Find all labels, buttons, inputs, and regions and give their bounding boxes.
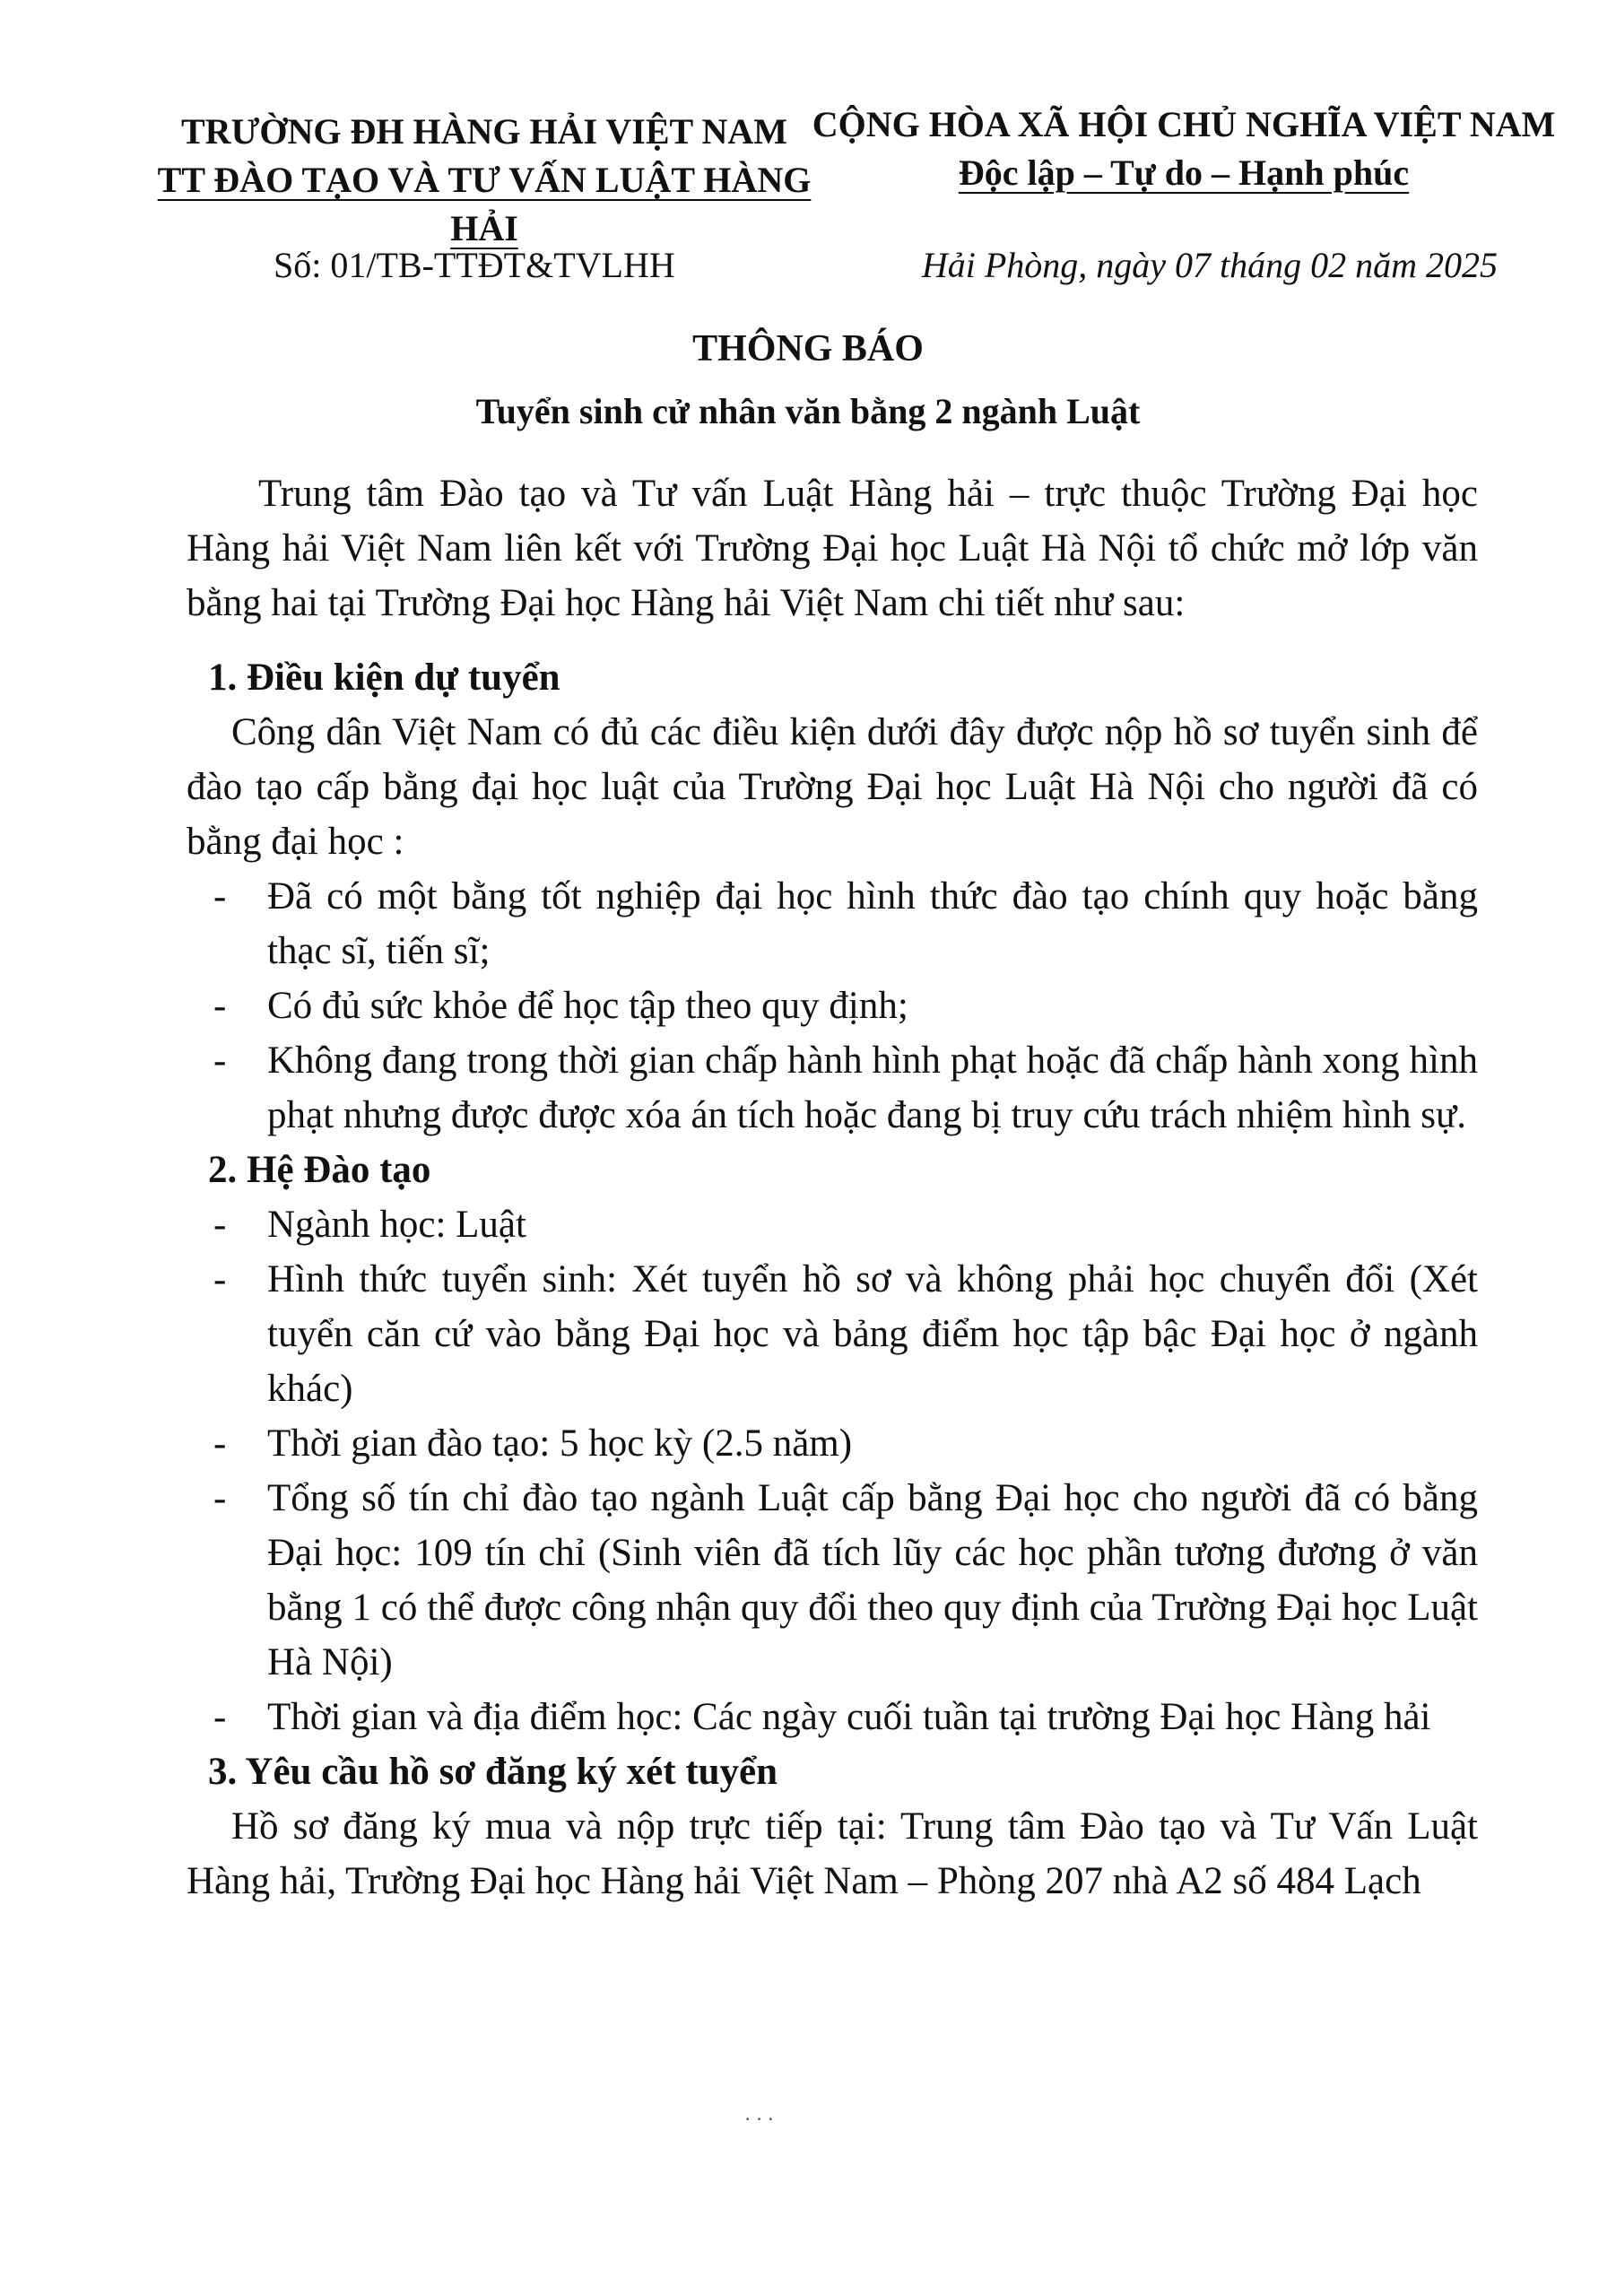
list-item: - Có đủ sức khỏe để học tập theo quy định; — [267, 978, 1478, 1033]
issuer-university: TRƯỜNG ĐH HÀNG HẢI VIỆT NAM — [181, 111, 787, 152]
list-item: - Không đang trong thời gian chấp hành hình phạt hoặc đã chấp hành xong hình phạt nhưng được được xóa án tích hoặc đang bị truy cứu trách nhiệm hình sự. — [267, 1033, 1478, 1143]
section-3 — [187, 1744, 1478, 1909]
issuer-block — [135, 108, 834, 253]
section-paragraph: Công dân Việt Nam có đủ các điều kiện dưới đây được nộp hồ sơ tuyển sinh để đào tạo cấp bằng đại học luật của Trường Đại học Luật Hà Nội cho người đã có bằng đại học : — [187, 711, 1478, 863]
document-body — [187, 466, 1478, 1909]
national-motto: Độc lập – Tự do – Hạnh phúc — [958, 152, 1410, 193]
list-item: - Tổng số tín chỉ đào tạo ngành Luật cấp bằng Đại học cho người đã có bằng Đại học: 109 tín chỉ (Sinh viên đã tích lũy các học phần tương đương ở văn bằng 1 có thể được công nhận quy đổi theo quy định của Trường Đại học Luật Hà Nội) — [267, 1471, 1478, 1690]
section-list — [187, 1197, 1478, 1744]
section-list — [187, 869, 1478, 1143]
document-date: Hải Phòng, ngày 07 tháng 02 năm 2025 — [921, 245, 1498, 285]
list-item: - Thời gian đào tạo: 5 học kỳ (2.5 năm) — [267, 1416, 1478, 1471]
section-2 — [187, 1143, 1478, 1744]
document-subtitle: Tuyển sinh cử nhân văn bằng 2 ngành Luật — [475, 391, 1141, 431]
national-title-block — [807, 100, 1560, 197]
national-title: CỘNG HÒA XÃ HỘI CHỦ NGHĨA VIỆT NAM — [812, 104, 1556, 144]
page-speck-mark: · · · — [744, 2108, 774, 2130]
section-1 — [187, 650, 1478, 1143]
issuer-center: TT ĐÀO TẠO VÀ TƯ VẤN LUẬT HÀNG HẢI — [157, 160, 812, 248]
section-heading: 1. Điều kiện dự tuyển — [208, 657, 560, 699]
list-item: - Thời gian và địa điểm học: Các ngày cuối tuần tại trường Đại học Hàng hải — [267, 1690, 1478, 1744]
list-item: - Ngành học: Luật — [267, 1197, 1478, 1252]
document-number: Số: 01/TB-TTĐT&TVLHH — [274, 245, 675, 285]
document-title: THÔNG BÁO — [692, 328, 924, 370]
section-paragraph: Hồ sơ đăng ký mua và nộp trực tiếp tại: Trung tâm Đào tạo và Tư Vấn Luật Hàng hải, Trường Đại học Hàng hải Việt Nam – Phòng 207 nhà A2 số 484 Lạch — [187, 1805, 1478, 1902]
list-item: - Đã có một bằng tốt nghiệp đại học hình thức đào tạo chính quy hoặc bằng thạc sĩ, tiến sĩ; — [267, 869, 1478, 978]
list-item: - Hình thức tuyển sinh: Xét tuyển hồ sơ và không phải học chuyển đổi (Xét tuyển căn cứ vào bằng Đại học và bảng điểm học tập bậc Đại học ở ngành khác) — [267, 1252, 1478, 1416]
section-heading: 3. Yêu cầu hồ sơ đăng ký xét tuyển — [208, 1751, 778, 1793]
intro-paragraph: Trung tâm Đào tạo và Tư vấn Luật Hàng hải – trực thuộc Trường Đại học Hàng hải Việt Nam liên kết với Trường Đại học Luật Hà Nội tổ chức mở lớp văn bằng hai tại Trường Đại học Hàng hải Việt Nam chi tiết như sau: — [187, 473, 1478, 624]
section-heading: 2. Hệ Đào tạo — [208, 1149, 431, 1191]
